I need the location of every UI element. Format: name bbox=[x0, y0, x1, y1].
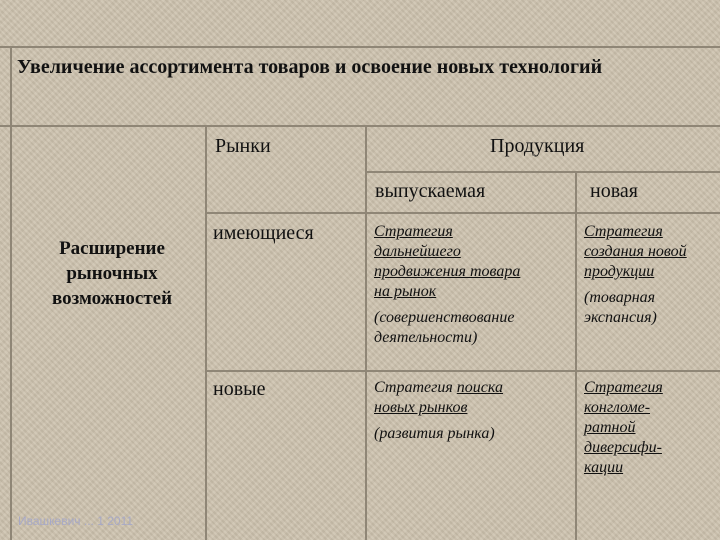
title-separator bbox=[0, 125, 720, 127]
row-group-label-line: возможностей bbox=[51, 288, 173, 309]
cell-market-development bbox=[374, 378, 503, 444]
cell-diversification bbox=[584, 378, 663, 478]
cell-line: на рынок bbox=[374, 283, 437, 300]
cell-line: экспансия) bbox=[584, 309, 657, 326]
subheader-separator bbox=[205, 212, 720, 214]
cell-market-penetration bbox=[374, 222, 520, 348]
cell-line: деятельности) bbox=[374, 329, 478, 346]
cell-line: продукции bbox=[584, 263, 655, 280]
column-existing-product: выпускаемая bbox=[375, 180, 486, 202]
cell-product-development bbox=[584, 222, 687, 328]
border-left bbox=[10, 46, 12, 540]
cell-line: ратной bbox=[584, 419, 636, 436]
header-products: Продукция bbox=[490, 135, 585, 157]
page-title: Увеличение ассортимента товаров и освоение новых технологий bbox=[17, 56, 603, 78]
cell-line: (развития рынка) bbox=[374, 425, 495, 442]
cell-line: Стратегия bbox=[374, 223, 453, 240]
col-separator-2 bbox=[365, 125, 367, 540]
cell-line-part: Стратегия bbox=[374, 379, 457, 396]
cell-line-part: поиска bbox=[456, 379, 503, 396]
cell-line: создания новой bbox=[584, 243, 687, 260]
header-separator bbox=[365, 171, 720, 173]
row-existing-market: имеющиеся bbox=[213, 222, 314, 244]
col-separator-3 bbox=[575, 171, 577, 540]
row-separator bbox=[205, 370, 720, 372]
cell-line: кации bbox=[584, 459, 624, 476]
row-group-label bbox=[22, 236, 202, 311]
cell-line: конгломе- bbox=[584, 399, 651, 416]
col-separator-1 bbox=[205, 125, 207, 540]
cell-line: диверсифи- bbox=[584, 439, 662, 456]
cell-line: (товарная bbox=[584, 289, 656, 306]
cell-line: Стратегия bbox=[584, 223, 663, 240]
column-new-product: новая bbox=[590, 180, 638, 202]
cell-line: новых рынков bbox=[374, 399, 468, 416]
header-markets: Рынки bbox=[215, 135, 271, 157]
cell-line: (совершенствование bbox=[374, 309, 515, 326]
row-group-label-line: Расширение bbox=[59, 238, 165, 259]
cell-line bbox=[374, 378, 503, 398]
cell-line: дальнейшего bbox=[374, 243, 461, 260]
cell-line: продвижения товара bbox=[374, 263, 521, 280]
footnote: Ивашкевич ... 1 2011 bbox=[18, 514, 134, 528]
row-group-label-line: рыночных bbox=[66, 263, 158, 284]
row-new-market: новые bbox=[213, 378, 266, 400]
border-top bbox=[0, 46, 720, 48]
cell-line: Стратегия bbox=[584, 379, 663, 396]
